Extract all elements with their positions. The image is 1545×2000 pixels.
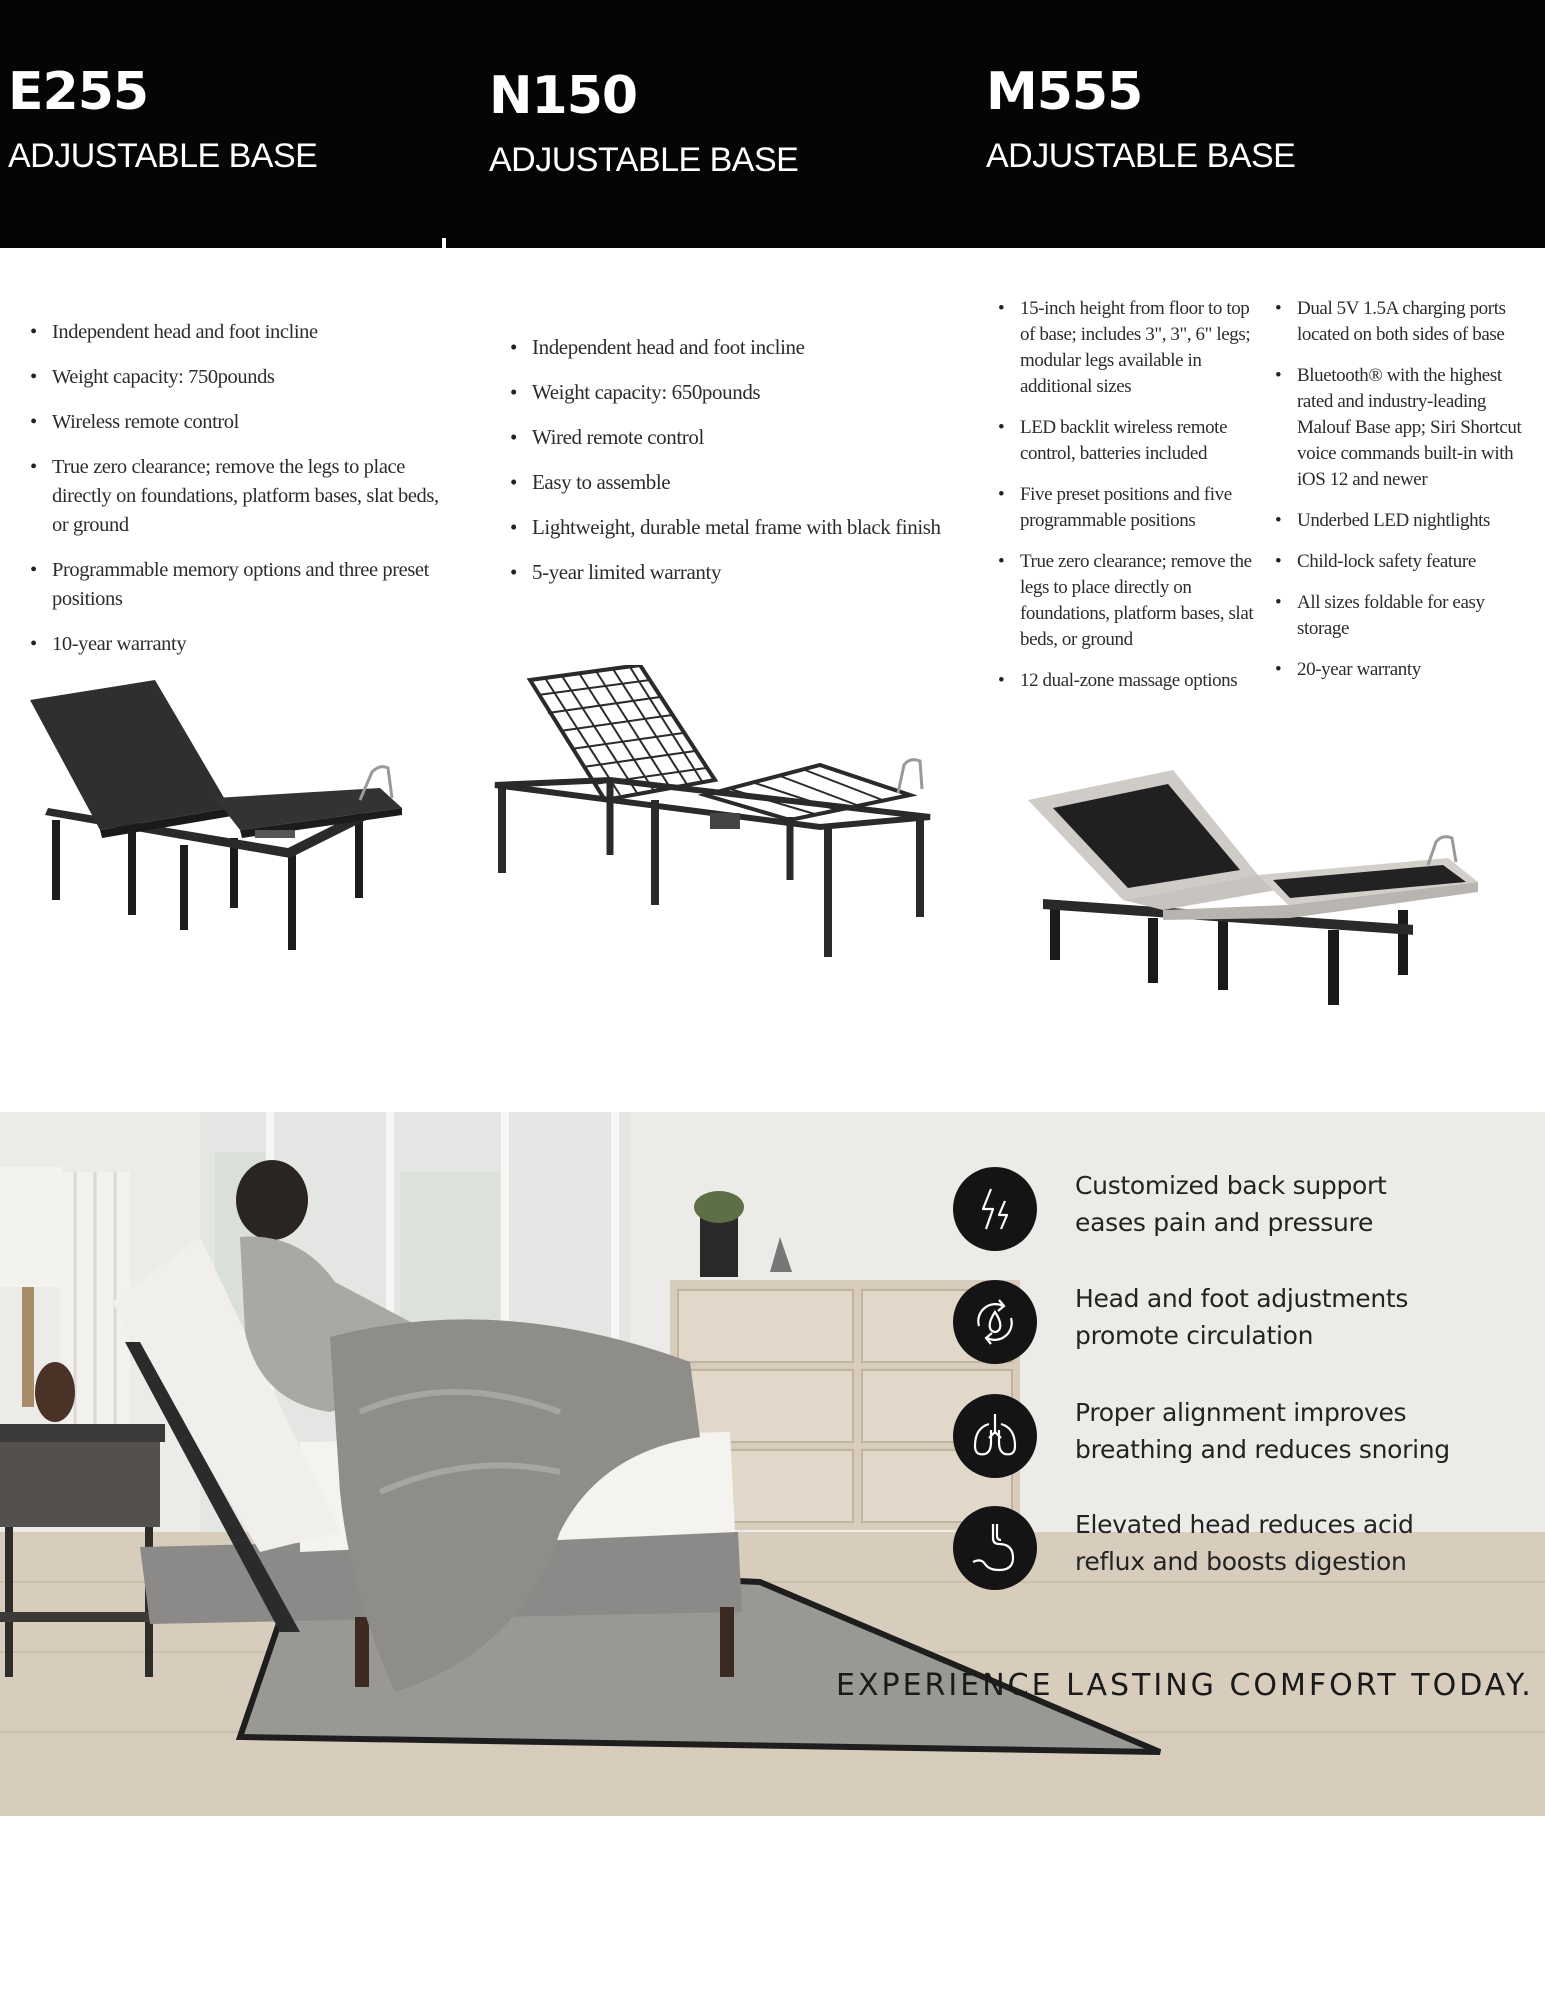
feature-item: • Programmable memory options and three preset positions xyxy=(30,556,440,614)
feature-item: • 15-inch height from floor to top of base; includes 3", 3", 6" legs; modular legs available in additional sizes xyxy=(998,296,1256,400)
feature-item: • Weight capacity: 750pounds xyxy=(30,363,440,392)
product-header-e255 xyxy=(8,60,317,178)
feature-item: • 12 dual-zone massage options xyxy=(998,668,1256,694)
feature-item: • Underbed LED nightlights xyxy=(1275,508,1537,534)
feature-item: • Child-lock safety feature xyxy=(1275,549,1537,575)
m555-base-image xyxy=(1028,770,1493,1060)
feature-item: • 10-year warranty xyxy=(30,630,440,659)
feature-item: • Independent head and foot incline xyxy=(510,333,950,362)
benefit-line: Elevated head reduces acid xyxy=(1075,1510,1414,1539)
lungs-icon xyxy=(953,1394,1037,1478)
feature-item: • Easy to assemble xyxy=(510,468,950,497)
feature-list-e255 xyxy=(30,318,440,675)
feature-item: • True zero clearance; remove the legs to place directly on foundations, platform bases, slat beds, or ground xyxy=(30,453,440,540)
benefit-line: eases pain and pressure xyxy=(1075,1208,1374,1237)
benefit-line: Head and foot adjustments xyxy=(1075,1284,1409,1313)
lightning-icon xyxy=(953,1167,1037,1251)
benefit-line: Customized back support xyxy=(1075,1171,1387,1200)
feature-list-n150 xyxy=(510,333,950,603)
e255-base-image xyxy=(30,680,430,1000)
feature-item: • All sizes foldable for easy storage xyxy=(1275,590,1537,642)
feature-item: • 5-year limited warranty xyxy=(510,558,950,587)
feature-item: • Independent head and foot incline xyxy=(30,318,440,347)
feature-item: • Lightweight, durable metal frame with black finish xyxy=(510,513,950,542)
n150-base-image xyxy=(490,665,940,975)
benefit-text xyxy=(1075,1394,1495,1468)
benefit-line: Proper alignment improves xyxy=(1075,1398,1407,1427)
model-subtitle: ADJUSTABLE BASE xyxy=(489,141,799,179)
model-name: M555 xyxy=(986,62,1143,122)
model-subtitle: ADJUSTABLE BASE xyxy=(986,137,1296,175)
product-header-m555 xyxy=(986,60,1295,178)
benefit-text xyxy=(1075,1280,1495,1354)
benefit-line: promote circulation xyxy=(1075,1321,1314,1350)
feature-item: • Wireless remote control xyxy=(30,408,440,437)
lifestyle-banner xyxy=(0,1112,1545,1816)
benefit-line: breathing and reduces snoring xyxy=(1075,1435,1450,1464)
feature-item: • Wired remote control xyxy=(510,423,950,452)
feature-item: • True zero clearance; remove the legs to place directly on foundations, platform bases, slat beds, or ground xyxy=(998,549,1256,653)
product-header-n150 xyxy=(489,64,798,182)
feature-item: • Bluetooth® with the highest rated and industry-leading Malouf Base app; Siri Shortcut voice commands built-in with iOS 12 and newer xyxy=(1275,363,1537,493)
model-name: E255 xyxy=(8,62,149,122)
stomach-icon xyxy=(953,1506,1037,1590)
feature-item: • 20-year warranty xyxy=(1275,657,1537,683)
benefit-text xyxy=(1075,1167,1495,1241)
feature-list-m555-left xyxy=(998,296,1256,709)
header-divider xyxy=(442,238,446,248)
benefit-line: reflux and boosts digestion xyxy=(1075,1547,1407,1576)
model-subtitle: ADJUSTABLE BASE xyxy=(8,137,318,175)
feature-list-m555-right xyxy=(1275,296,1537,698)
circulation-icon xyxy=(953,1280,1037,1364)
tagline: EXPERIENCE LASTING COMFORT TODAY. xyxy=(836,1668,1534,1703)
feature-item: • Weight capacity: 650pounds xyxy=(510,378,950,407)
feature-item: • Dual 5V 1.5A charging ports located on both sides of base xyxy=(1275,296,1537,348)
benefit-text xyxy=(1075,1506,1495,1580)
feature-item: • LED backlit wireless remote control, batteries included xyxy=(998,415,1256,467)
feature-item: • Five preset positions and five programmable positions xyxy=(998,482,1256,534)
model-name: N150 xyxy=(489,66,638,126)
